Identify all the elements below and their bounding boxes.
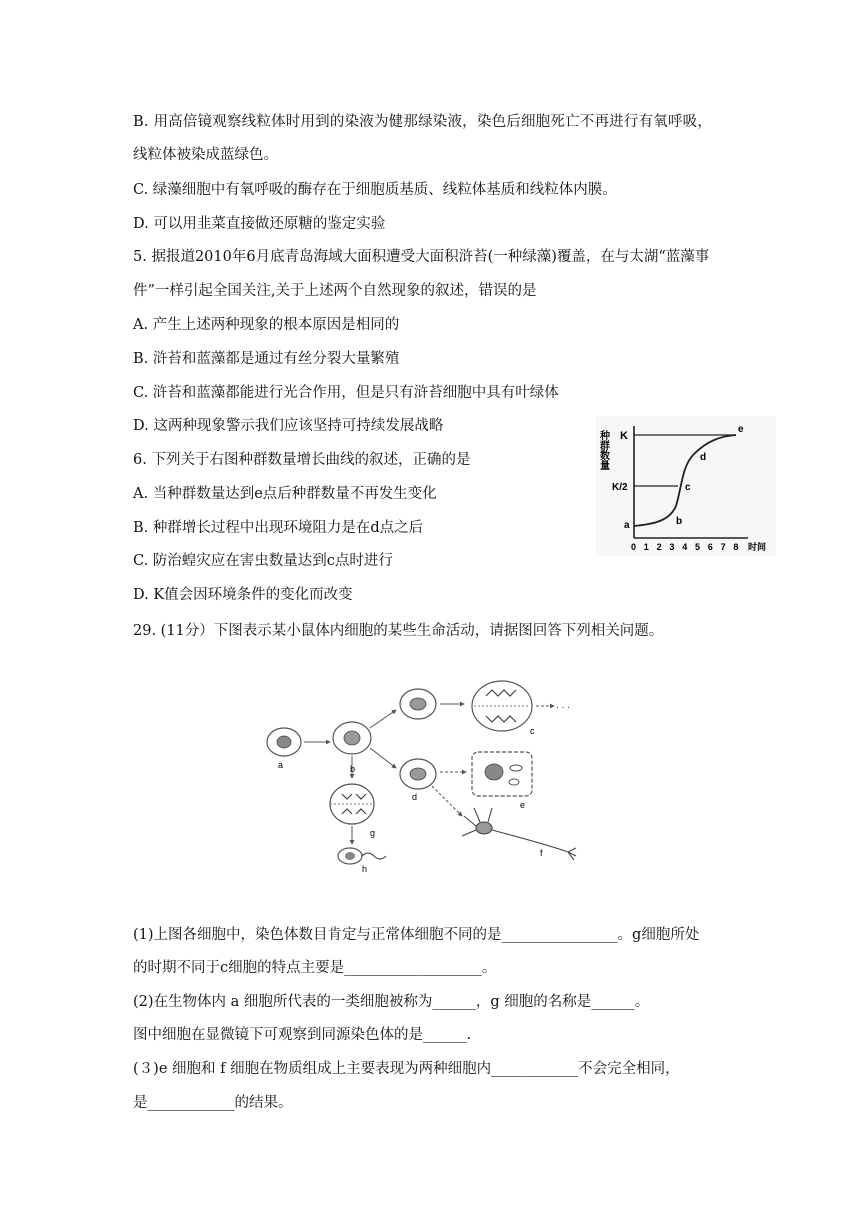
question-29-part2-line1: (2)在生物体内 a 细胞所代表的一类细胞被称为______，g 细胞的名称是______。 [133,994,650,1010]
option-6d: D. K值会因环境条件的变化而改变 [133,587,353,603]
point-e-label: e [738,424,744,435]
cell-d-label: d [412,792,418,802]
option-5d: D. 这两种现象警示我们应该坚持可持续发展战略 [133,418,444,434]
growth-xlabel: 时间 [748,542,767,552]
cell-h [338,848,386,864]
question-6-stem: 6. 下列关于右图种群数量增长曲线的叙述，正确的是 [133,452,471,468]
x-tick-label: 6 [707,542,713,552]
question-5-stem-line2: 件”一样引起全国关注,关于上述两个自然现象的叙述，错误的是 [133,283,537,299]
cell-activities-figure [262,676,588,876]
question-29-part1-line2: 的时期不同于c细胞的特点主要是___________________。 [133,960,497,976]
x-tick-label: 8 [733,542,739,552]
cell-e-label: e [520,800,526,810]
arrow-b-d [370,748,396,768]
cell-d [400,759,436,789]
cell-b-label: b [350,764,356,774]
cell-e [472,752,532,796]
cell-intermediate-top [400,689,436,719]
x-tick-label: 5 [695,542,701,552]
question-29-part3-line1: (３)e 细胞和 f 细胞在物质组成上主要表现为两种细胞内____________不会完全相同， [133,1061,680,1077]
cell-g [330,784,374,824]
question-29-stem: 29. (11分）下图表示某小鼠体内细胞的某些生命活动，请据图回答下列相关问题。 [133,623,664,639]
cell-c [472,681,532,731]
option-4c: C. 绿藻细胞中有氧呼吸的酶存在于细胞质基质、线粒体基质和线粒体内膜。 [133,182,617,198]
option-5c: C. 浒苔和蓝藻都能进行光合作用，但是只有浒苔细胞中具有叶绿体 [133,385,559,401]
cell-a [267,728,301,756]
cell-g-label: g [370,828,376,838]
option-4d: D. 可以用韭菜直接做还原糖的鉴定实验 [133,216,386,232]
growth-ylabel-text: 种群数量 [597,430,609,470]
arrow-d-f [432,786,462,816]
question-5-stem-line1: 5. 据报道2010年6月底青岛海域大面积遭受大面积浒苔(一种绿藻)覆盖，在与太湖“蓝藻事 [133,249,710,265]
option-6c: C. 防治蝗灾应在害虫数量达到c点时进行 [133,553,393,569]
option-4b-line1: B. 用高倍镜观察线粒体时用到的染液为健那绿染液，染色后细胞死亡不再进行有氧呼吸， [133,114,713,130]
cell-b [333,722,371,754]
x-tick-label: 3 [669,542,675,552]
x-tick-label: 0 [631,542,637,552]
point-d-label: d [700,452,707,463]
question-29-part2-line2: 图中细胞在显微镜下可观察到同源染色体的是______. [133,1027,472,1043]
point-b-label: b [676,516,683,527]
option-5b: B. 浒苔和蓝藻都是通过有丝分裂大量繁殖 [133,351,400,367]
cell-c-label: c [530,726,535,736]
arrow-b-top [370,710,396,728]
k-label: K [620,430,628,442]
continuation-ellipsis: · · · [556,702,570,712]
x-tick-label: 1 [643,542,649,552]
growth-x-ticks [631,542,738,552]
question-29-part3-line2: 是____________的结果。 [133,1095,293,1111]
cell-f-label: f [540,848,543,858]
cell-h-label: h [362,864,368,874]
population-growth-figure [596,416,776,556]
option-6b: B. 种群增长过程中出现环境阻力是在d点之后 [133,520,424,536]
option-5a: A. 产生上述两种现象的根本原因是相同的 [133,317,400,333]
question-29-part1-line1: (1)上图各细胞中，染色体数目肯定与正常体细胞不同的是________________。g细胞所处 [133,927,700,943]
cell-f [462,808,576,860]
point-c-label: c [685,482,691,493]
option-4b-line2: 线粒体被染成蓝绿色。 [133,147,278,163]
x-tick-label: 7 [720,542,726,552]
option-6a: A. 当种群数量达到e点后种群数量不再发生变化 [133,486,437,502]
cell-a-label: a [278,760,284,770]
x-tick-label: 2 [656,542,662,552]
x-tick-label: 4 [682,542,688,552]
point-a-label: a [624,520,630,531]
k-half-label: K/2 [612,482,628,493]
